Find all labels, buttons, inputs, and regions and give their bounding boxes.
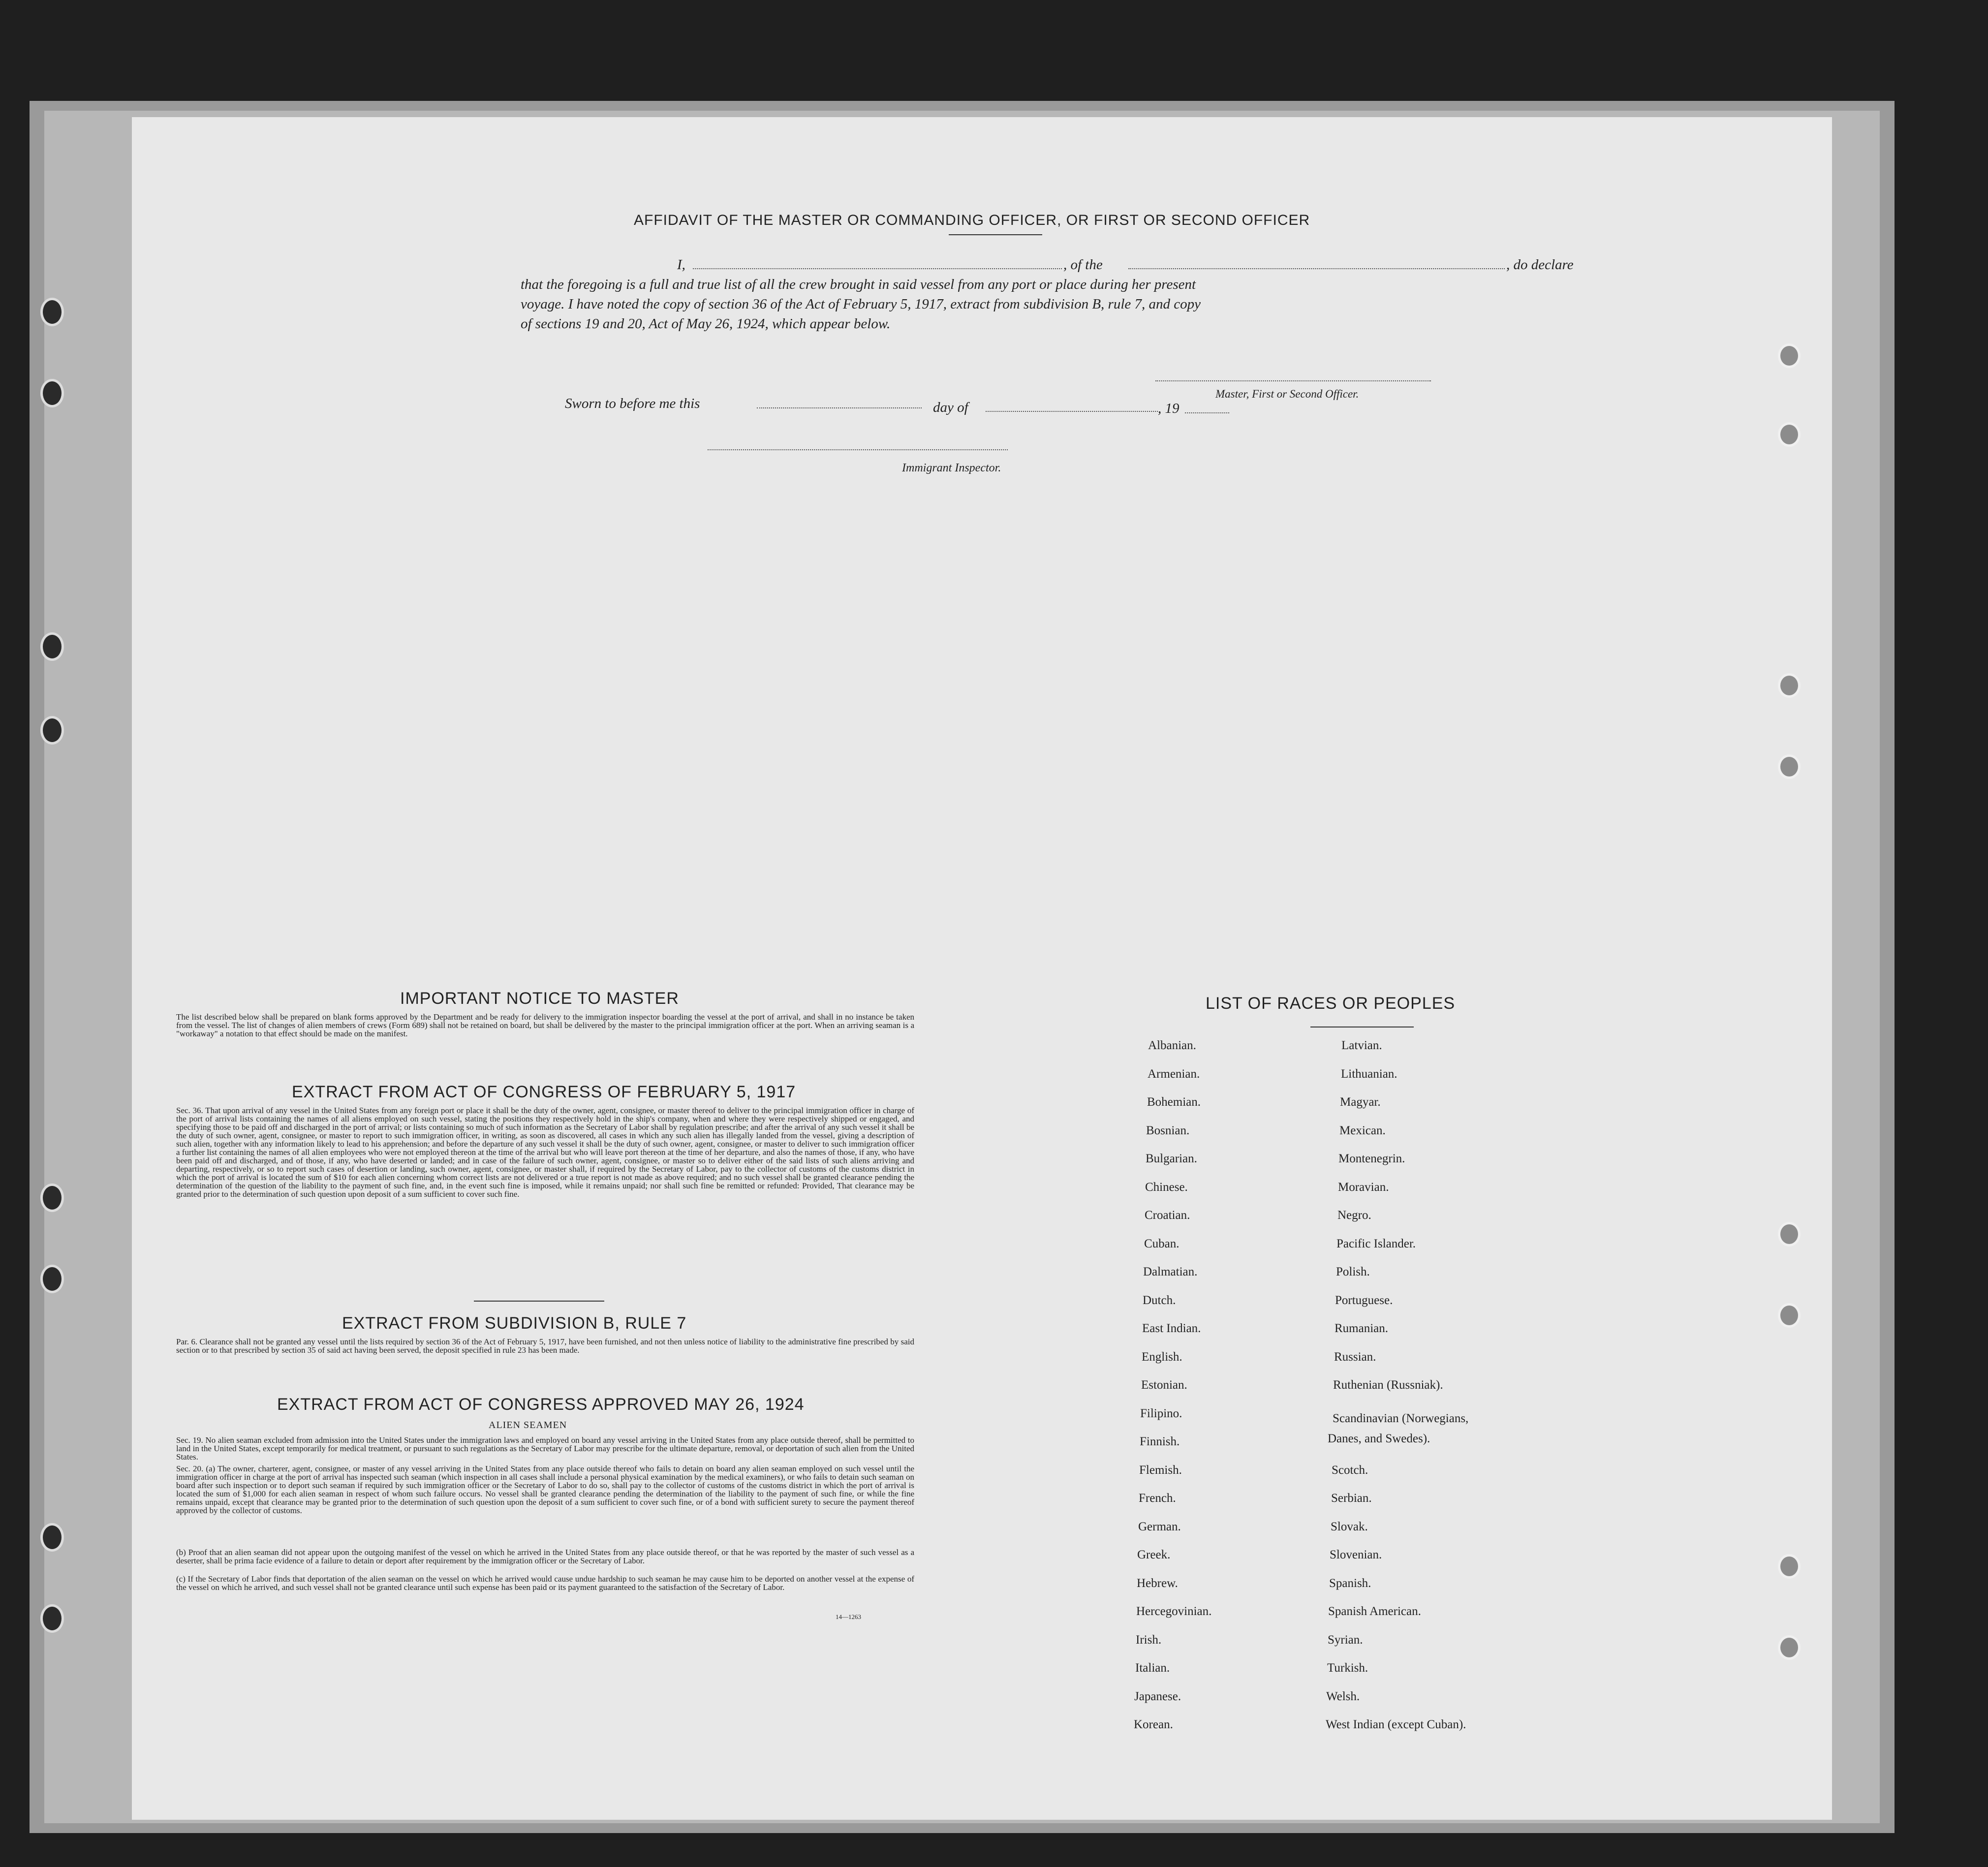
master-label: Master, First or Second Officer. <box>1215 388 1359 400</box>
master-signature-blank[interactable] <box>1155 380 1431 381</box>
race-item: Chinese. <box>1145 1181 1188 1194</box>
race-item: Hebrew. <box>1137 1577 1178 1590</box>
affidavit-i: I, <box>677 257 685 273</box>
race-item: Montenegrin. <box>1338 1152 1405 1165</box>
race-item: Bohemian. <box>1147 1095 1201 1109</box>
affidavit-line-2: that the foregoing is a full and true list of all the crew brought in said vessel from any port or place during her present <box>521 277 1196 292</box>
race-item: Turkish. <box>1327 1661 1368 1675</box>
race-item: Welsh. <box>1326 1690 1360 1703</box>
binder-hole <box>1778 754 1801 779</box>
race-item-scandinavian-cont: Danes, and Swedes). <box>1328 1432 1430 1445</box>
form-number: 14—1263 <box>836 1613 861 1620</box>
binder-hole <box>1778 343 1801 368</box>
affidavit-of-the: , of the <box>1063 257 1103 273</box>
race-item: Irish. <box>1136 1633 1162 1647</box>
affidavit-line-4: of sections 19 and 20, Act of May 26, 1924, which appear below. <box>521 316 891 332</box>
notice-title: IMPORTANT NOTICE TO MASTER <box>400 989 679 1008</box>
race-item: English. <box>1142 1350 1182 1364</box>
race-item: Negro. <box>1337 1209 1371 1222</box>
section-divider <box>474 1301 604 1302</box>
binder-hole <box>40 1265 64 1293</box>
race-item: West Indian (except Cuban). <box>1326 1718 1466 1731</box>
vessel-blank[interactable] <box>1128 268 1505 269</box>
binder-hole <box>1778 1222 1801 1246</box>
year-label: , 19 <box>1158 401 1180 416</box>
affidavit-line-3: voyage. I have noted the copy of section 36 of the Act of February 5, 1917, extract from subdivision B, rule 7, and copy <box>521 296 1201 312</box>
race-item: Slovak. <box>1331 1520 1368 1533</box>
binder-hole <box>40 716 64 745</box>
binder-hole <box>1778 1554 1801 1579</box>
race-item: Lithuanian. <box>1341 1067 1398 1081</box>
race-item: Finnish. <box>1140 1435 1180 1448</box>
race-item: Bosnian. <box>1146 1124 1190 1137</box>
race-item: Dalmatian. <box>1143 1265 1198 1278</box>
binder-hole <box>40 298 64 326</box>
race-item: Syrian. <box>1328 1633 1363 1647</box>
sworn-day-blank[interactable] <box>757 407 922 408</box>
race-item: Portuguese. <box>1335 1294 1393 1307</box>
binder-hole <box>1778 1635 1801 1660</box>
race-item: Cuban. <box>1144 1237 1180 1250</box>
binder-hole <box>1778 1303 1801 1328</box>
binder-hole <box>40 632 64 661</box>
race-item: Scotch. <box>1332 1463 1368 1477</box>
race-item: Latvian. <box>1341 1039 1382 1052</box>
race-item: Korean. <box>1134 1718 1173 1731</box>
extract-1924-title: EXTRACT FROM ACT OF CONGRESS APPROVED MAY 26, 1924 <box>277 1395 805 1414</box>
race-item: French. <box>1139 1492 1176 1505</box>
affidavit-title: AFFIDAVIT OF THE MASTER OR COMMANDING OFFICER, OR FIRST OR SECOND OFFICER <box>634 212 1310 228</box>
sec-19-text: Sec. 19. No alien seaman excluded from admission into the United States under the immigration laws and employed on board any vessel arriving in the United States from any place outside thereof, shall be permitted to land in the United States, except temporarily for medical treatment, or pursuant to such regulations as the Secretary of Labor may prescribe for the ultimate departure, removal, or deportation of such alien from the United States. <box>176 1435 914 1462</box>
extract-rule7-text: Par. 6. Clearance shall not be granted any vessel until the lists required by section 36 of the Act of February 5, 1917, have been furnished, and not then unless notice of liability to the administrative fine prescribed by said section or to that prescribed by section 35 of said act having been served, the deposit specified in rule 23 has been made. <box>176 1337 914 1355</box>
race-item: Polish. <box>1336 1265 1370 1278</box>
race-item: Pacific Islander. <box>1336 1237 1416 1250</box>
race-item: Japanese. <box>1134 1690 1181 1703</box>
race-item: Ruthenian (Russniak). <box>1333 1378 1443 1392</box>
race-item: Italian. <box>1135 1661 1170 1675</box>
binder-hole <box>40 1183 64 1212</box>
race-item: Armenian. <box>1148 1067 1200 1081</box>
race-item: Dutch. <box>1143 1294 1176 1307</box>
race-item: Hercegovinian. <box>1136 1605 1212 1618</box>
inspector-signature-blank[interactable] <box>708 449 1008 450</box>
sec-20b-text: (b) Proof that an alien seaman did not appear upon the outgoing manifest of the vessel on which he arrived in the United States from any place outside thereof, or that he was reported by the master of such vessel as a deserter, shall be prima facie evidence of a failure to detain or deport after requirement by the immigration officer or the Secretary of Labor. <box>176 1548 914 1565</box>
race-item: Albanian. <box>1148 1039 1196 1052</box>
race-item: Spanish. <box>1329 1577 1371 1590</box>
day-of-label: day of <box>933 400 968 415</box>
race-item: East Indian. <box>1142 1322 1201 1335</box>
binder-hole <box>40 1523 64 1552</box>
race-item: Magyar. <box>1340 1095 1381 1109</box>
races-title: LIST OF RACES OR PEOPLES <box>1206 994 1456 1013</box>
race-item: Filipino. <box>1140 1407 1182 1420</box>
notice-text: The list described below shall be prepared on blank forms approved by the Department and be ready for delivery to the immigration inspector boarding the vessel at the port of arrival, and shall in no instance be taken from the vessel. The list of changes of alien members of crews (Form 689) shall not be retained on board, but shall be delivered by the master to the principal immigration officer at the port. When an arriving seaman is a "workaway" a notation to that effect should be made on the manifest. <box>176 1012 914 1038</box>
sworn-year-blank[interactable] <box>1185 412 1229 413</box>
form-page <box>132 117 1832 1820</box>
race-item: Rumanian. <box>1335 1322 1389 1335</box>
sec-20a-text: Sec. 20. (a) The owner, charterer, agent, consignee, or master of any vessel arriving in the United States from any place outside thereof who fails to detain on board any alien seaman employed on such vessel until the immigration officer in charge at the port of arrival has inspected such seaman (which inspection in all cases shall include a personal physical examination by the medical examiners), or who fails to detain such seaman on board after such inspection or to deport such seaman if required by such immigration officer or the Secretary of Labor to do so, shall pay to the collector of customs of the customs district in which the port of arrival is located the sum of $1,000 for each alien seaman in respect of whom such failure occurs. No vessel shall be granted clearance pending the determination of the liability to the payment of such fine, or while the fine remains unpaid, except that clearance may be granted prior to the determination of such question upon the deposit of a sum sufficient to cover such fine, or of a bond with sufficient surety to secure the payment thereof approved by the collector of customs. <box>176 1464 914 1515</box>
sworn-month-blank[interactable] <box>986 411 1158 412</box>
sec-20c-text: (c) If the Secretary of Labor finds that deportation of the alien seaman on the vessel on which he arrived would cause undue hardship to such seaman he may cause him to be deported on another vessel at the expense of the vessel on which he arrived, and such vessel shall not be granted clearance until such expense has been paid or its payment guaranteed to the satisfaction of the Secretary of Labor. <box>176 1574 914 1592</box>
race-item: Croatian. <box>1145 1209 1190 1222</box>
affidavit-do-declare: , do declare <box>1506 257 1574 273</box>
race-item: Bulgarian. <box>1146 1152 1197 1165</box>
race-item: Estonian. <box>1141 1378 1187 1392</box>
race-item: Moravian. <box>1338 1181 1389 1194</box>
race-item: German. <box>1138 1520 1181 1533</box>
race-item: Flemish. <box>1139 1463 1182 1477</box>
race-item: Mexican. <box>1339 1124 1386 1137</box>
alien-seamen-subtitle: ALIEN SEAMEN <box>489 1420 567 1431</box>
race-item: Slovenian. <box>1330 1548 1382 1561</box>
sworn-label: Sworn to before me this <box>565 396 700 411</box>
race-item: Russian. <box>1334 1350 1376 1364</box>
binder-hole <box>40 1604 64 1633</box>
race-item: Spanish American. <box>1328 1605 1421 1618</box>
extract-1917-text: Sec. 36. That upon arrival of any vessel in the United States from any foreign port or place it shall be the duty of the owner, agent, consignee, or master thereof to deliver to the principal immigration officer in charge of the port of arrival lists containing the names of all aliens employed on such vessel, stating the positions they respectively hold in the ship's company, when and where they were respectively shipped or engaged, and specifying those to be paid off and discharged in the port of arrival; or lists containing so much of such information as the Secretary of Labor shall by regulation prescribe; and after the arrival of any such vessel it shall be the duty of such owner, agent, consignee, or master to report to such immigration officer, in writing, as soon as discovered, all cases in which any such alien has illegally landed from the vessel, giving a description of such alien, together with any information likely to lead to his apprehension; and before the departure of any such vessel it shall be the duty of such owner, agent, consignee, or master to deliver to such immigration officer a further list containing the names of all alien employees who were not employed thereon at the time of the arrival but who will leave port thereon at the time of her departure, and also the names of those, if any, who have been paid off and discharged, and of those, if any, who have deserted or landed; and in case of the failure of such owner, agent, consignee, or master so to deliver either of the said lists of such aliens arriving and departing, respectively, or so to report such cases of desertion or landing, such owner, agent, consignee, or master shall, if required by the Secretary of Labor, pay to the collector of customs of the customs district in which the port of arrival is located the sum of $10 for each alien concerning whom correct lists are not delivered or a true report is not made as above required; and no such vessel shall be granted clearance pending the determination of the question of the liability to the payment of such fine, and, in the event such fine is imposed, while it remains unpaid; nor shall such fine be remitted or refunded: Provided, That clearance may be granted prior to the determination of such question upon deposit of a sum sufficient to cover such fine. <box>176 1106 914 1199</box>
name-blank[interactable] <box>693 268 1062 269</box>
binder-hole <box>1778 422 1801 447</box>
binder-hole <box>40 379 64 407</box>
binder-hole <box>1778 673 1801 698</box>
race-item: Serbian. <box>1331 1492 1372 1505</box>
race-item: Greek. <box>1137 1548 1171 1561</box>
extract-1917-title: EXTRACT FROM ACT OF CONGRESS OF FEBRUARY 5, 1917 <box>292 1083 796 1101</box>
extract-rule7-title: EXTRACT FROM SUBDIVISION B, RULE 7 <box>342 1314 687 1333</box>
race-item: Scandinavian (Norwegians, <box>1333 1412 1469 1425</box>
title-underline <box>949 234 1042 235</box>
inspector-label: Immigrant Inspector. <box>902 462 1001 474</box>
